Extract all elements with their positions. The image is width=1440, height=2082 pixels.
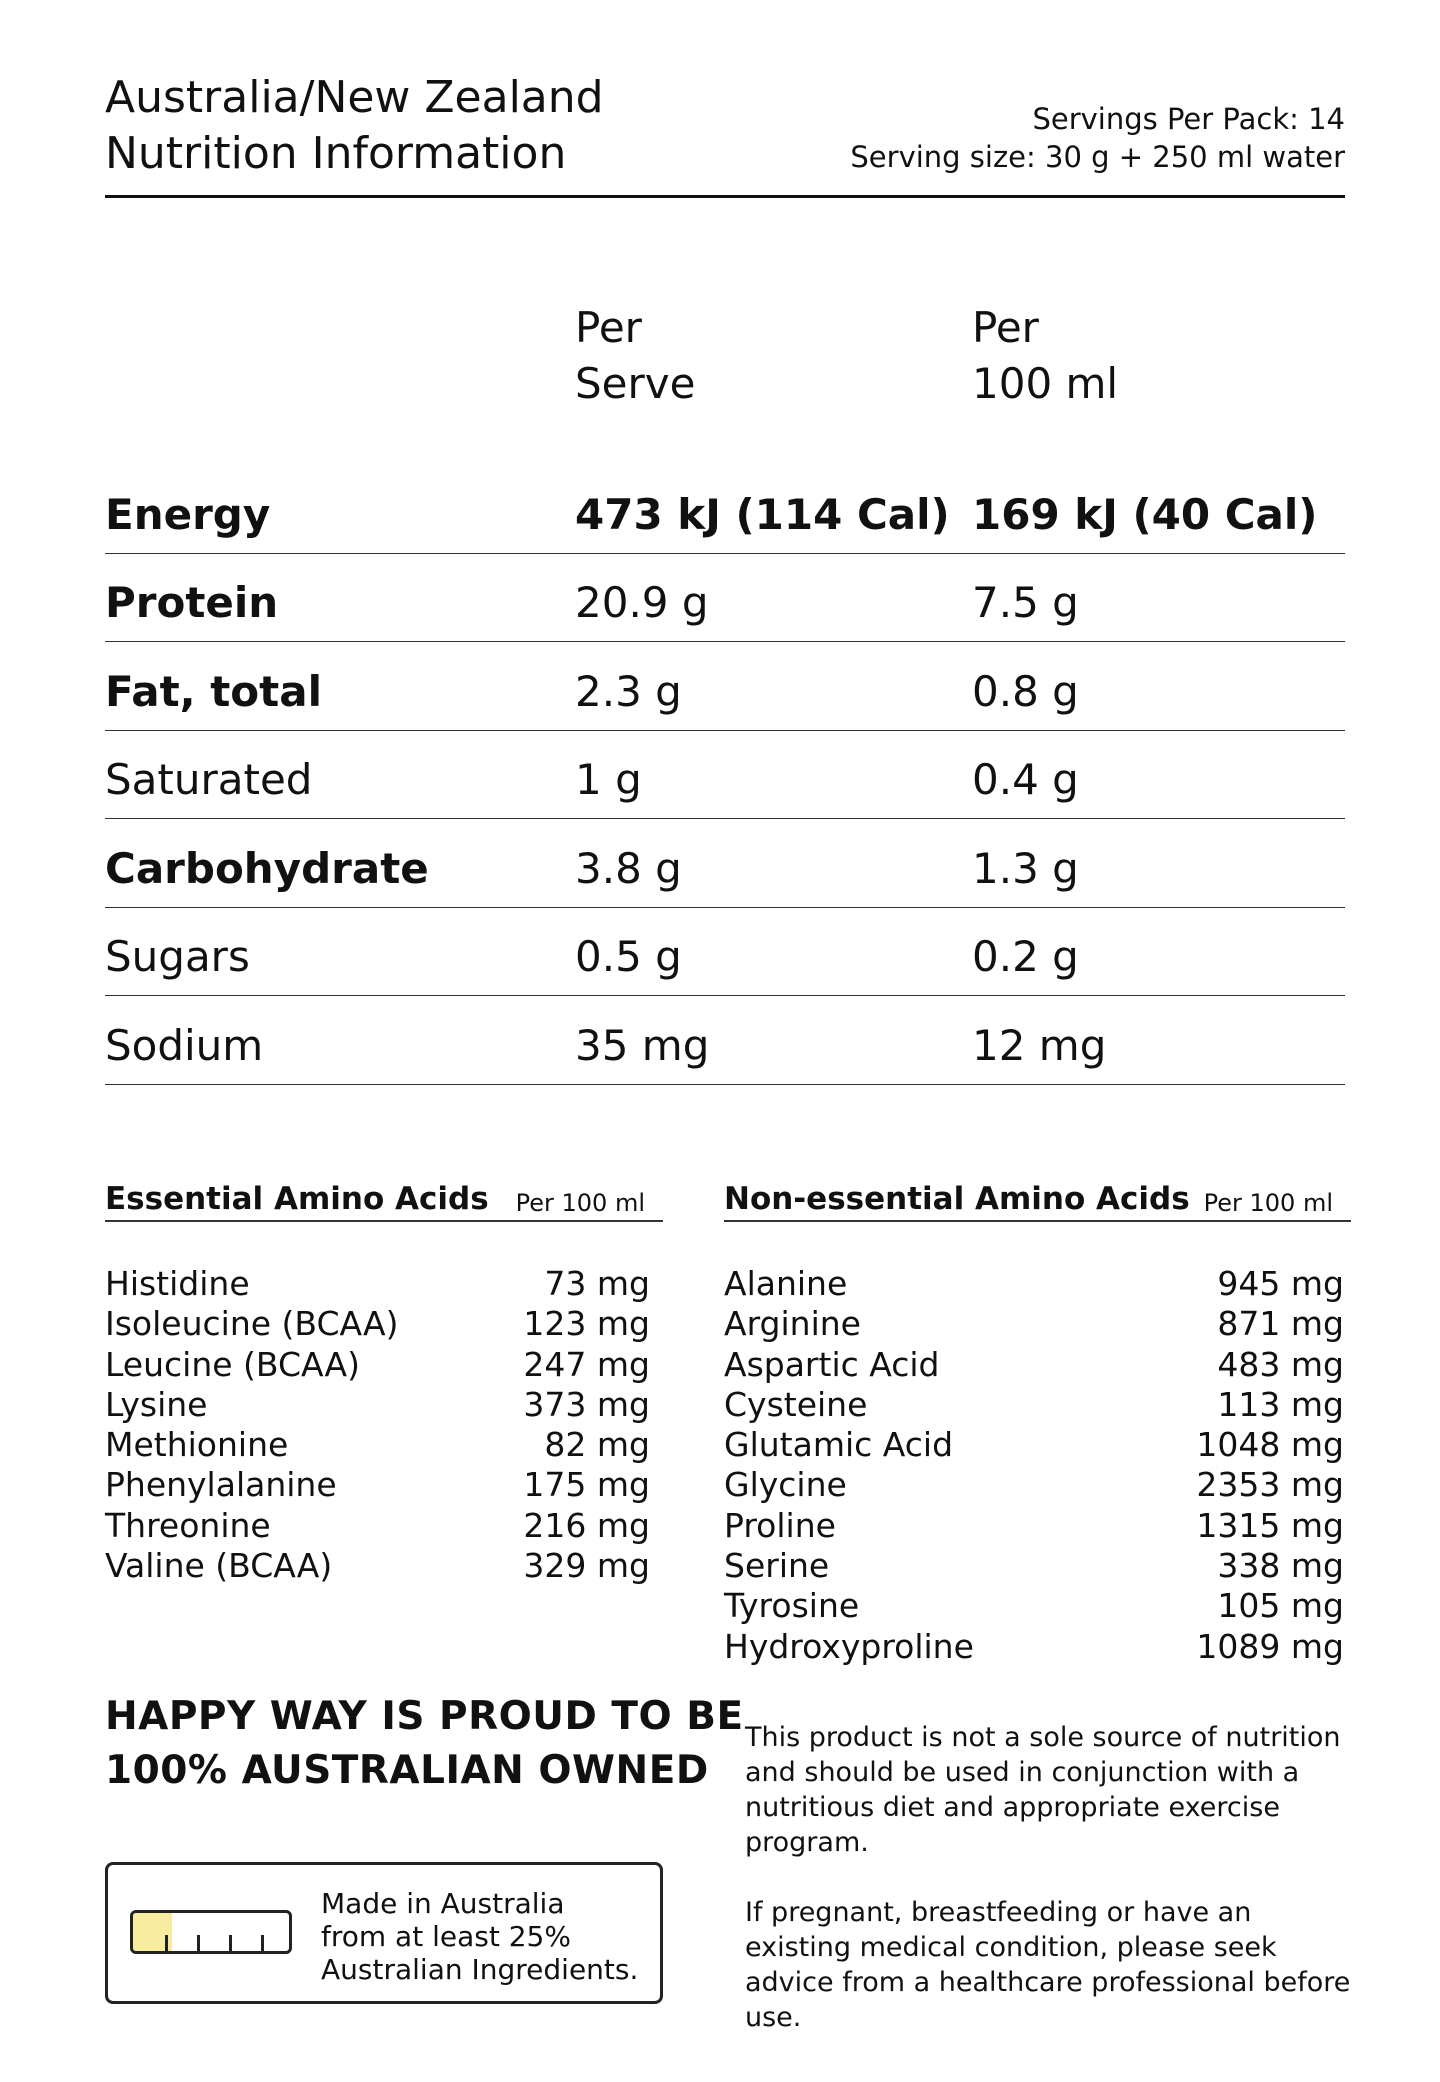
- amino-value: 2353 mg: [1196, 1465, 1344, 1505]
- amino-name: Histidine: [105, 1264, 250, 1303]
- made-in-australia-text: Made in Australia from at least 25% Australian Ingredients.: [321, 1887, 639, 1986]
- amino-value: 175 mg: [523, 1465, 650, 1505]
- nonessential-amino-acids: [724, 1180, 1351, 1667]
- per-serve-value: 2.3 g: [575, 666, 682, 716]
- list-item: [724, 1304, 1344, 1344]
- essential-amino-list: [105, 1264, 650, 1586]
- amino-name: Cysteine: [724, 1384, 868, 1424]
- label-title: [105, 70, 604, 182]
- made-in-australia-box: [105, 1862, 663, 2004]
- list-item: [724, 1345, 1344, 1385]
- list-item: [724, 1586, 1344, 1626]
- nutrient-label: Saturated: [105, 755, 313, 804]
- label-header: [105, 70, 1345, 198]
- nonessential-amino-unit: Per 100 ml: [1203, 1189, 1333, 1217]
- nutrient-label: Sodium: [105, 1020, 264, 1070]
- amino-value: 247 mg: [523, 1344, 650, 1384]
- amino-name: Glycine: [724, 1465, 847, 1505]
- amino-value: 82 mg: [544, 1425, 650, 1465]
- amino-value: 483 mg: [1217, 1344, 1344, 1384]
- per-100ml-value: 12 mg: [972, 1020, 1107, 1070]
- list-item: [105, 1425, 650, 1465]
- amino-value: 216 mg: [523, 1505, 650, 1545]
- disclaimer-nutrition: This product is not a sole source of nutrition and should be used in conjunction with a nutritious diet and appropriate exercise program.: [745, 1722, 1341, 1858]
- list-item: [105, 1345, 650, 1385]
- bar-tick: [165, 1935, 168, 1951]
- list-item: [724, 1264, 1344, 1304]
- disclaimer-medical: If pregnant, breastfeeding or have an existing medical condition, please seek advice from a healthcare professional before use.: [745, 1897, 1351, 2033]
- amino-value: 73 mg: [544, 1264, 650, 1303]
- per-serve-value: 35 mg: [575, 1020, 710, 1070]
- per-100ml-value: 169 kJ (40 Cal): [972, 489, 1318, 539]
- australian-ingredients-bar-icon: [130, 1910, 292, 1954]
- list-item: [105, 1546, 650, 1586]
- amino-name: Phenylalanine: [105, 1465, 337, 1505]
- amino-value: 105 mg: [1217, 1586, 1344, 1626]
- amino-name: Alanine: [724, 1264, 848, 1303]
- proud-line-1: HAPPY WAY IS PROUD TO BE: [105, 1694, 744, 1739]
- list-item: [105, 1264, 650, 1304]
- amino-name: Threonine: [105, 1505, 271, 1545]
- per-100ml-value: 0.4 g: [972, 755, 1079, 804]
- per-serve-value: 0.5 g: [575, 932, 682, 981]
- per-100ml-value: 1.3 g: [972, 843, 1079, 893]
- amino-value: 871 mg: [1217, 1304, 1344, 1344]
- column-header-per-100ml: Per 100 ml: [972, 303, 1119, 408]
- proud-line-2: 100% AUSTRALIAN OWNED: [105, 1748, 709, 1793]
- nutrition-row-sodium: [105, 996, 1345, 1085]
- list-item: [105, 1465, 650, 1505]
- per-serve-value: 3.8 g: [575, 843, 682, 893]
- per-serve-value: 1 g: [575, 755, 642, 804]
- nutrition-table: [105, 465, 1345, 1085]
- per-100ml-value: 0.2 g: [972, 932, 1079, 981]
- per-100ml-value: 0.8 g: [972, 666, 1079, 716]
- list-item: [724, 1546, 1344, 1586]
- amino-name: Methionine: [105, 1425, 289, 1465]
- amino-value: 113 mg: [1217, 1384, 1344, 1424]
- amino-name: Isoleucine (BCAA): [105, 1304, 399, 1344]
- amino-name: Tyrosine: [724, 1586, 860, 1626]
- essential-amino-unit: Per 100 ml: [515, 1189, 645, 1217]
- nutrient-label: Energy: [105, 489, 271, 539]
- list-item: [105, 1304, 650, 1344]
- per-serve-value: 20.9 g: [575, 578, 709, 627]
- amino-value: 1315 mg: [1196, 1505, 1344, 1545]
- amino-name: Hydroxyproline: [724, 1626, 974, 1666]
- amino-value: 1089 mg: [1196, 1626, 1344, 1666]
- list-item: [724, 1385, 1344, 1425]
- list-item: [724, 1465, 1344, 1505]
- amino-value: 1048 mg: [1196, 1425, 1344, 1465]
- bar-tick: [261, 1935, 264, 1951]
- disclaimer: [745, 1720, 1365, 2035]
- australian-owned-statement: [105, 1690, 744, 1798]
- nutrition-row-fat-total: [105, 642, 1345, 731]
- servings-per-pack: Servings Per Pack: 14: [1032, 102, 1345, 136]
- nutrient-label: Sugars: [105, 932, 250, 981]
- per-serve-value: 473 kJ (114 Cal): [575, 489, 950, 539]
- list-item: [724, 1425, 1344, 1465]
- title-line-2: Nutrition Information: [105, 128, 567, 179]
- serving-size: Serving size: 30 g + 250 ml water: [850, 140, 1345, 174]
- amino-name: Arginine: [724, 1304, 861, 1344]
- per-100ml-value: 7.5 g: [972, 578, 1079, 627]
- list-item: [724, 1627, 1344, 1667]
- amino-name: Proline: [724, 1505, 836, 1545]
- amino-name: Valine (BCAA): [105, 1546, 333, 1586]
- column-header-per-serve: Per Serve: [575, 303, 696, 408]
- list-item: [105, 1385, 650, 1425]
- amino-name: Glutamic Acid: [724, 1425, 954, 1465]
- essential-amino-header: [105, 1180, 663, 1222]
- nonessential-amino-header: [724, 1180, 1351, 1222]
- amino-value: 373 mg: [523, 1384, 650, 1424]
- essential-amino-acids: [105, 1180, 663, 1586]
- amino-value: 123 mg: [523, 1304, 650, 1344]
- amino-name: Lysine: [105, 1384, 208, 1424]
- nutrient-label: Carbohydrate: [105, 843, 429, 893]
- nutrition-row-sugars: [105, 908, 1345, 997]
- list-item: [724, 1506, 1344, 1546]
- amino-name: Serine: [724, 1546, 830, 1586]
- bar-tick: [229, 1935, 232, 1951]
- nonessential-amino-list: [724, 1264, 1344, 1667]
- bar-tick: [197, 1935, 200, 1951]
- nutrient-label: Protein: [105, 578, 279, 627]
- amino-name: Aspartic Acid: [724, 1344, 940, 1384]
- amino-value: 945 mg: [1217, 1264, 1344, 1303]
- nutrient-label: Fat, total: [105, 666, 322, 716]
- list-item: [105, 1506, 650, 1546]
- title-line-1: Australia/New Zealand: [105, 72, 604, 123]
- nutrition-row-energy: [105, 465, 1345, 554]
- essential-amino-title: Essential Amino Acids: [105, 1181, 489, 1217]
- nutrition-row-saturated: [105, 731, 1345, 820]
- amino-name: Leucine (BCAA): [105, 1344, 360, 1384]
- nutrition-row-carbohydrate: [105, 819, 1345, 908]
- nonessential-amino-title: Non-essential Amino Acids: [724, 1181, 1190, 1217]
- serving-info: [850, 100, 1345, 176]
- amino-value: 329 mg: [523, 1546, 650, 1586]
- amino-value: 338 mg: [1217, 1546, 1344, 1586]
- nutrition-row-protein: [105, 554, 1345, 643]
